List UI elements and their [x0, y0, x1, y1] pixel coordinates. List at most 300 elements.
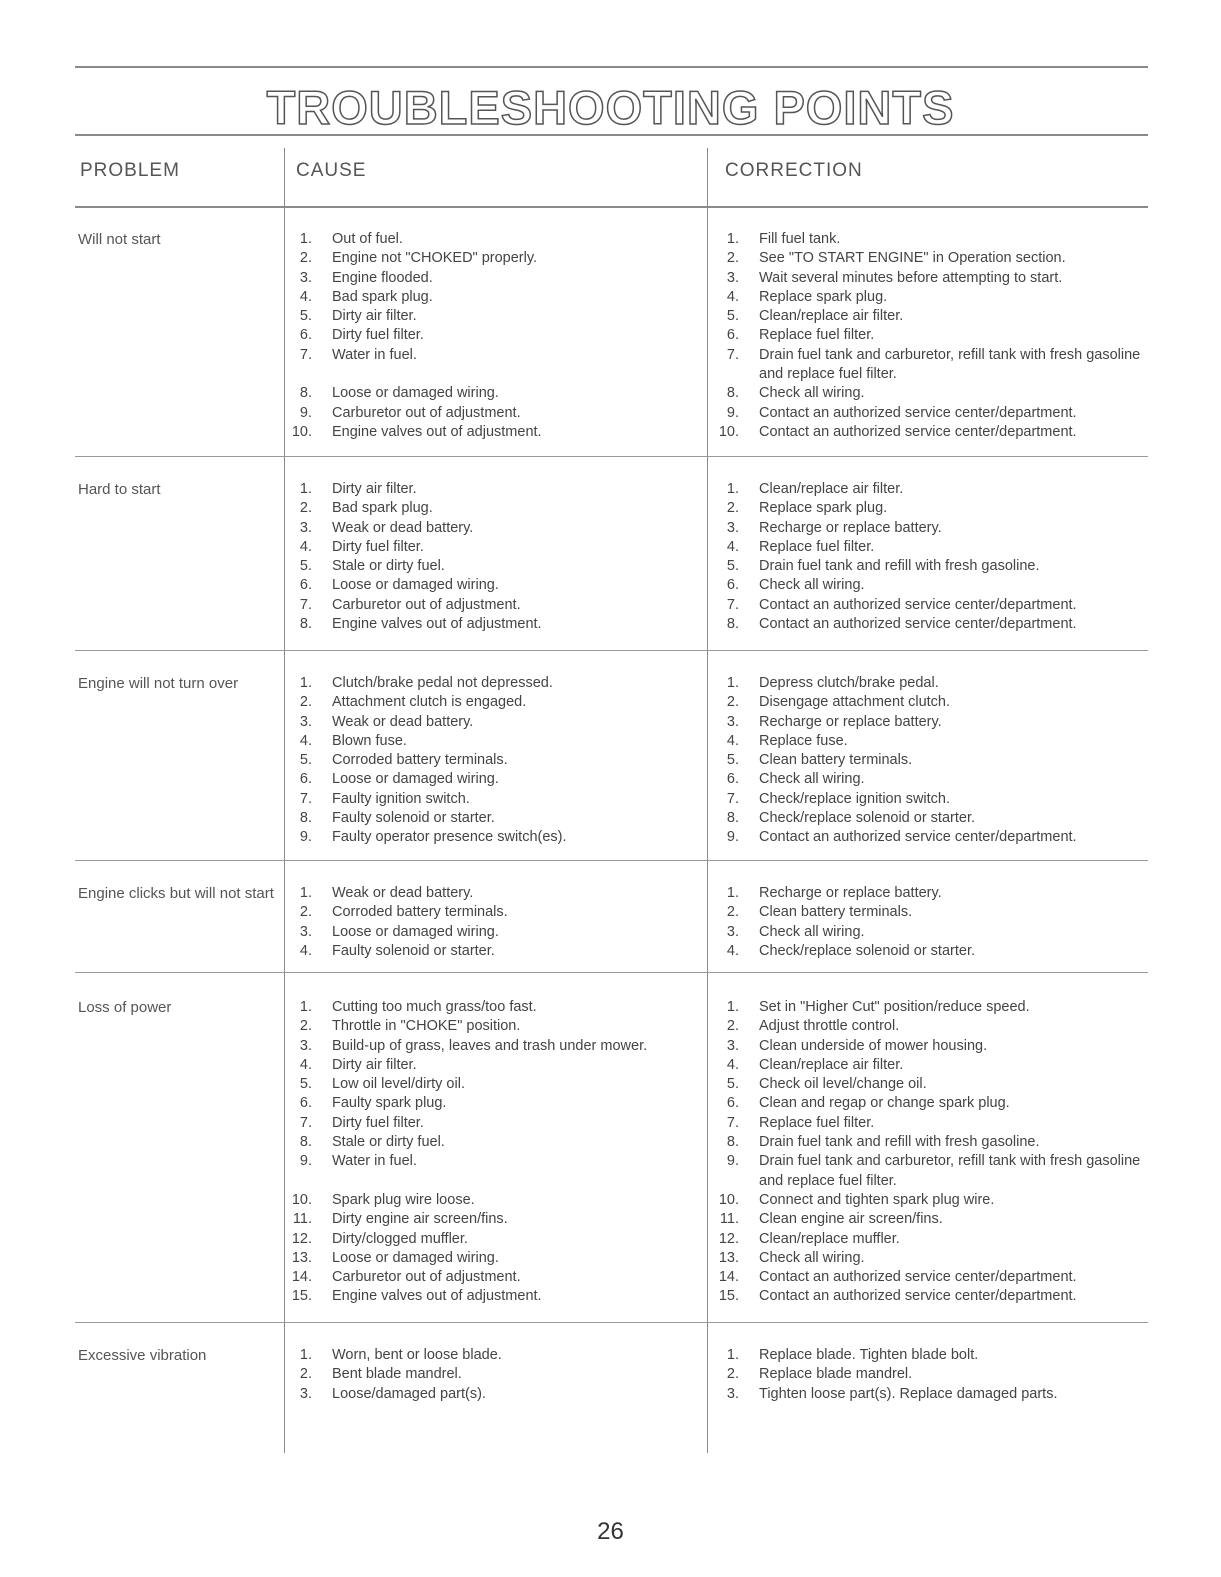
cause-item-text: Bad spark plug.: [332, 500, 433, 517]
cause-item-text: Water in fuel.: [332, 1153, 417, 1170]
item-number: 2.: [726, 904, 739, 921]
correction-list: [715, 230, 1145, 442]
correction-item-text: Tighten loose part(s). Replace damaged parts.: [759, 1385, 1058, 1402]
correction-item-text: Replace blade mandrel.: [759, 1366, 913, 1383]
problem-label: Hard to start: [78, 481, 161, 498]
cause-item-text: Dirty fuel filter.: [332, 327, 424, 344]
cause-item-text: Stale or dirty fuel.: [332, 1134, 445, 1151]
item-number: 1.: [299, 999, 312, 1015]
item-number: 1.: [726, 999, 739, 1015]
cause-column-divider: [284, 148, 285, 1453]
item-number: 9.: [726, 1153, 739, 1170]
problem-header: PROBLEM: [80, 160, 180, 181]
item-number: 13.: [718, 1249, 739, 1266]
correction-header: CORRECTION: [725, 160, 863, 181]
item-number: 7.: [299, 596, 312, 613]
cause-item-text: Attachment clutch is engaged.: [332, 694, 527, 711]
item-number: 1.: [726, 1347, 739, 1363]
item-number: 10.: [718, 1191, 739, 1208]
item-number: 14.: [291, 1269, 312, 1286]
section-divider: [75, 972, 1148, 973]
section-divider: [75, 1322, 1148, 1323]
item-number: 9.: [299, 404, 312, 421]
item-number: 4.: [726, 732, 739, 749]
correction-item-text: Adjust throttle control.: [759, 1018, 900, 1035]
item-number: 2.: [726, 500, 739, 517]
correction-item: [715, 770, 1145, 789]
correction-item-text: Clean engine air screen/fins.: [759, 1211, 943, 1228]
correction-item: [715, 751, 1145, 770]
correction-item: [715, 1249, 1145, 1268]
cause-item-text: Dirty fuel filter.: [332, 538, 424, 555]
item-number: 5.: [299, 308, 312, 325]
cause-item-text: Loose or damaged wiring.: [332, 771, 499, 788]
correction-item-text: Connect and tighten spark plug wire.: [759, 1191, 995, 1208]
correction-item-text: Clean/replace air filter.: [759, 481, 904, 497]
cause-item-text: Bent blade mandrel.: [332, 1366, 462, 1383]
header-rule: [75, 206, 1148, 208]
cause-item: [288, 1075, 708, 1094]
item-number: 9.: [299, 829, 312, 846]
correction-item-text: Set in "Higher Cut" position/reduce speed.: [759, 999, 1030, 1015]
section-divider: [75, 456, 1148, 457]
correction-item-text: Fill fuel tank.: [759, 231, 841, 247]
item-number: 7.: [726, 1114, 739, 1131]
correction-item: [715, 713, 1145, 732]
cause-item-text: Water in fuel.: [332, 346, 417, 363]
cause-item-text: Dirty air filter.: [332, 481, 417, 497]
correction-item: [715, 288, 1145, 307]
cause-item: [288, 538, 708, 557]
cause-item-text: Clutch/brake pedal not depressed.: [332, 675, 553, 691]
cause-item: [288, 1037, 708, 1056]
cause-item-text: Blown fuse.: [332, 732, 407, 749]
item-number: 1.: [299, 231, 312, 247]
cause-item-text: Bad spark plug.: [332, 288, 433, 305]
correction-item: [715, 1230, 1145, 1249]
cause-item: [288, 557, 708, 576]
correction-item-text: Replace blade. Tighten blade bolt.: [759, 1347, 979, 1363]
cause-item-text: Corroded battery terminals.: [332, 904, 508, 921]
cause-item: [288, 1094, 708, 1113]
item-number: 4.: [299, 732, 312, 749]
correction-item-text: Contact an authorized service center/department.: [759, 596, 1077, 613]
item-number: 3.: [299, 519, 312, 536]
item-number: 1.: [299, 1347, 312, 1363]
correction-item-text: Clean underside of mower housing.: [759, 1037, 988, 1054]
cause-item-text: Faulty solenoid or starter.: [332, 942, 495, 959]
correction-item-text: Wait several minutes before attempting to start.: [759, 269, 1063, 286]
cause-item: [288, 288, 708, 307]
correction-item: [715, 884, 1145, 903]
cause-item: [288, 1365, 708, 1384]
cause-item: [288, 884, 708, 903]
item-number: 2.: [726, 1366, 739, 1383]
item-number: 9.: [299, 1153, 312, 1170]
cause-list: [288, 1346, 708, 1404]
cause-item-text: Throttle in "CHOKE" position.: [332, 1018, 521, 1035]
correction-item-text: Clean battery terminals.: [759, 752, 913, 769]
correction-item: [715, 923, 1145, 942]
cause-item: [288, 1056, 708, 1075]
cause-list: [288, 674, 708, 848]
cause-item-text: Dirty/clogged muffler.: [332, 1230, 468, 1247]
correction-item: [715, 998, 1145, 1017]
correction-item: [715, 1152, 1145, 1191]
cause-item-text: Worn, bent or loose blade.: [332, 1347, 502, 1363]
page-number: 26: [597, 1518, 624, 1545]
cause-item-text: Corroded battery terminals.: [332, 752, 508, 769]
item-number: 8.: [726, 1134, 739, 1151]
cause-item-text: Faulty ignition switch.: [332, 790, 470, 807]
correction-item-text: Check/replace solenoid or starter.: [759, 810, 975, 827]
correction-item: [715, 480, 1145, 499]
item-number: 1.: [299, 481, 312, 497]
item-number: 3.: [726, 519, 739, 536]
cause-item: [288, 1385, 708, 1404]
item-number: 7.: [299, 790, 312, 807]
cause-item-text: Dirty engine air screen/fins.: [332, 1211, 508, 1228]
item-number: 3.: [299, 1037, 312, 1054]
correction-item-text: Contact an authorized service center/department.: [759, 423, 1077, 440]
cause-item-text: Faulty operator presence switch(es).: [332, 829, 567, 846]
correction-item: [715, 596, 1145, 615]
correction-item: [715, 1037, 1145, 1056]
cause-item-text: Stale or dirty fuel.: [332, 558, 445, 575]
item-number: 8.: [299, 810, 312, 827]
cause-item: [288, 384, 708, 403]
correction-item-text: See "TO START ENGINE" in Operation section.: [759, 250, 1066, 267]
correction-item-text: Contact an authorized service center/department.: [759, 616, 1077, 633]
problem-label: Loss of power: [78, 999, 172, 1016]
correction-list: [715, 480, 1145, 634]
item-number: 15.: [718, 1288, 739, 1305]
correction-item: [715, 828, 1145, 847]
cause-item-text: Engine not "CHOKED" properly.: [332, 250, 538, 267]
cause-item-text: Weak or dead battery.: [332, 885, 474, 901]
item-number: 5.: [299, 558, 312, 575]
item-number: 8.: [726, 616, 739, 633]
cause-item-text: Loose or damaged wiring.: [332, 577, 499, 594]
cause-item-text: Engine valves out of adjustment.: [332, 1288, 542, 1305]
item-number: 2.: [726, 694, 739, 711]
correction-item: [715, 1346, 1145, 1365]
top-rule: [75, 66, 1148, 68]
section-divider: [75, 860, 1148, 861]
cause-item-text: Carburetor out of adjustment.: [332, 596, 521, 613]
cause-item: [288, 423, 708, 442]
item-number: 2.: [299, 1366, 312, 1383]
item-number: 3.: [726, 269, 739, 286]
item-number: 13.: [291, 1249, 312, 1266]
cause-item: [288, 1210, 708, 1229]
item-number: 6.: [726, 771, 739, 788]
correction-item: [715, 1056, 1145, 1075]
correction-item: [715, 1133, 1145, 1152]
item-number: 1.: [726, 885, 739, 901]
correction-item-text: Replace spark plug.: [759, 500, 888, 517]
cause-item: [288, 809, 708, 828]
cause-item: [288, 1268, 708, 1287]
item-number: 2.: [299, 500, 312, 517]
item-number: 3.: [726, 1037, 739, 1054]
cause-item: [288, 1133, 708, 1152]
cause-item: [288, 346, 708, 385]
correction-item-text: Contact an authorized service center/department.: [759, 829, 1077, 846]
cause-list: [288, 230, 708, 442]
cause-item-text: Engine valves out of adjustment.: [332, 423, 542, 440]
item-number: 4.: [726, 1056, 739, 1073]
item-number: 4.: [726, 288, 739, 305]
cause-item: [288, 770, 708, 789]
correction-item-text: Check all wiring.: [759, 1249, 865, 1266]
correction-item-text: Check/replace ignition switch.: [759, 790, 951, 807]
correction-item: [715, 1268, 1145, 1287]
cause-item: [288, 923, 708, 942]
cause-item-text: Out of fuel.: [332, 231, 403, 247]
item-number: 4.: [726, 538, 739, 555]
item-number: 5.: [726, 1076, 739, 1093]
title-rule: [75, 134, 1148, 136]
item-number: 3.: [726, 713, 739, 730]
item-number: 3.: [299, 1385, 312, 1402]
item-number: 5.: [299, 1076, 312, 1093]
correction-item: [715, 1191, 1145, 1210]
cause-header: CAUSE: [296, 160, 367, 181]
cause-item: [288, 713, 708, 732]
cause-item: [288, 404, 708, 423]
correction-item: [715, 790, 1145, 809]
item-number: 6.: [299, 1095, 312, 1112]
item-number: 2.: [726, 250, 739, 267]
correction-item-text: Recharge or replace battery.: [759, 885, 942, 901]
correction-item-text: Replace fuel filter.: [759, 538, 875, 555]
item-number: 2.: [299, 694, 312, 711]
item-number: 5.: [726, 558, 739, 575]
correction-item: [715, 326, 1145, 345]
item-number: 8.: [299, 1134, 312, 1151]
cause-item: [288, 576, 708, 595]
correction-list: [715, 998, 1145, 1307]
cause-item-text: Carburetor out of adjustment.: [332, 404, 521, 421]
correction-item: [715, 499, 1145, 518]
correction-item: [715, 519, 1145, 538]
cause-item: [288, 230, 708, 249]
correction-item-text: Check all wiring.: [759, 385, 865, 402]
item-number: 5.: [299, 752, 312, 769]
item-number: 7.: [299, 1114, 312, 1131]
cause-item: [288, 1230, 708, 1249]
cause-item-text: Loose or damaged wiring.: [332, 1249, 499, 1266]
item-number: 10.: [718, 423, 739, 440]
problem-label: Engine clicks but will not start: [78, 885, 274, 902]
correction-item-text: Drain fuel tank and carburetor, refill tank with fresh gasoline and replace fuel filter.: [759, 346, 1141, 383]
item-number: 6.: [299, 327, 312, 344]
correction-item: [715, 269, 1145, 288]
cause-item: [288, 249, 708, 268]
correction-item-text: Recharge or replace battery.: [759, 519, 942, 536]
cause-item: [288, 615, 708, 634]
correction-item: [715, 1210, 1145, 1229]
correction-item: [715, 693, 1145, 712]
correction-item-text: Contact an authorized service center/department.: [759, 404, 1077, 421]
item-number: 7.: [726, 346, 739, 363]
cause-item: [288, 269, 708, 288]
cause-item: [288, 1346, 708, 1365]
item-number: 9.: [726, 829, 739, 846]
correction-item: [715, 1075, 1145, 1094]
cause-item: [288, 674, 708, 693]
item-number: 4.: [299, 288, 312, 305]
item-number: 3.: [299, 713, 312, 730]
correction-item-text: Check all wiring.: [759, 771, 865, 788]
correction-item-text: Check oil level/change oil.: [759, 1076, 927, 1093]
item-number: 2.: [299, 1018, 312, 1035]
item-number: 12.: [718, 1230, 739, 1247]
item-number: 3.: [726, 1385, 739, 1402]
item-number: 4.: [726, 942, 739, 959]
correction-item-text: Contact an authorized service center/department.: [759, 1269, 1077, 1286]
item-number: 8.: [299, 616, 312, 633]
item-number: 12.: [291, 1230, 312, 1247]
item-number: 3.: [726, 923, 739, 940]
correction-item: [715, 674, 1145, 693]
cause-item: [288, 326, 708, 345]
cause-list: [288, 998, 708, 1307]
correction-item: [715, 903, 1145, 922]
item-number: 4.: [299, 942, 312, 959]
cause-item: [288, 596, 708, 615]
cause-item: [288, 828, 708, 847]
correction-item-text: Drain fuel tank and refill with fresh gasoline.: [759, 1134, 1040, 1151]
correction-item-text: Depress clutch/brake pedal.: [759, 675, 939, 691]
correction-item: [715, 346, 1145, 385]
correction-item-text: Recharge or replace battery.: [759, 713, 942, 730]
item-number: 10.: [291, 423, 312, 440]
cause-item: [288, 1017, 708, 1036]
problem-label: Will not start: [78, 231, 161, 248]
cause-item: [288, 903, 708, 922]
cause-item-text: Cutting too much grass/too fast.: [332, 999, 537, 1015]
item-number: 10.: [291, 1191, 312, 1208]
correction-item-text: Drain fuel tank and carburetor, refill tank with fresh gasoline and replace fuel filter.: [759, 1153, 1141, 1189]
cause-item: [288, 751, 708, 770]
item-number: 6.: [299, 577, 312, 594]
problem-label: Excessive vibration: [78, 1347, 207, 1364]
item-number: 4.: [299, 1056, 312, 1073]
cause-item: [288, 480, 708, 499]
item-number: 11.: [292, 1211, 312, 1228]
item-number: 1.: [726, 675, 739, 691]
cause-item-text: Faulty spark plug.: [332, 1095, 447, 1112]
cause-item-text: Loose/damaged part(s).: [332, 1385, 486, 1402]
correction-item: [715, 557, 1145, 576]
cause-item: [288, 1249, 708, 1268]
cause-item-text: Low oil level/dirty oil.: [332, 1076, 465, 1093]
correction-item: [715, 1114, 1145, 1133]
correction-item: [715, 1385, 1145, 1404]
item-number: 7.: [726, 596, 739, 613]
cause-item-text: Build-up of grass, leaves and trash under mower.: [332, 1037, 648, 1054]
correction-item-text: Replace fuse.: [759, 732, 848, 749]
item-number: 3.: [299, 269, 312, 286]
correction-item: [715, 942, 1145, 961]
item-number: 6.: [726, 577, 739, 594]
item-number: 2.: [299, 250, 312, 267]
correction-item: [715, 230, 1145, 249]
cause-item: [288, 790, 708, 809]
correction-item: [715, 576, 1145, 595]
correction-item-text: Check all wiring.: [759, 577, 865, 594]
correction-list: [715, 1346, 1145, 1404]
correction-item: [715, 423, 1145, 442]
cause-item-text: Loose or damaged wiring.: [332, 923, 499, 940]
correction-item: [715, 404, 1145, 423]
cause-item: [288, 1287, 708, 1306]
cause-item: [288, 307, 708, 326]
cause-item-text: Dirty air filter.: [332, 308, 417, 325]
item-number: 7.: [299, 346, 312, 363]
item-number: 6.: [299, 771, 312, 788]
cause-list: [288, 480, 708, 634]
correction-item-text: Clean/replace air filter.: [759, 1056, 904, 1073]
item-number: 1.: [299, 675, 312, 691]
cause-item: [288, 1191, 708, 1210]
item-number: 1.: [726, 231, 739, 247]
correction-item: [715, 1365, 1145, 1384]
correction-list: [715, 884, 1145, 961]
item-number: 11.: [719, 1211, 739, 1228]
item-number: 14.: [718, 1269, 739, 1286]
correction-item-text: Disengage attachment clutch.: [759, 694, 951, 711]
item-number: 8.: [726, 385, 739, 402]
cause-item-text: Spark plug wire loose.: [332, 1191, 475, 1208]
item-number: 6.: [726, 327, 739, 344]
item-number: 9.: [726, 404, 739, 421]
correction-item-text: Contact an authorized service center/department.: [759, 1288, 1077, 1305]
correction-item-text: Replace fuel filter.: [759, 327, 875, 344]
correction-item: [715, 1287, 1145, 1306]
cause-item-text: Weak or dead battery.: [332, 713, 474, 730]
item-number: 6.: [726, 1095, 739, 1112]
item-number: 2.: [299, 904, 312, 921]
correction-list: [715, 674, 1145, 848]
correction-item: [715, 307, 1145, 326]
item-number: 8.: [726, 810, 739, 827]
cause-item-text: Weak or dead battery.: [332, 519, 474, 536]
correction-item: [715, 384, 1145, 403]
correction-item: [715, 732, 1145, 751]
item-number: 3.: [299, 923, 312, 940]
correction-item-text: Clean/replace air filter.: [759, 308, 904, 325]
cause-item-text: Loose or damaged wiring.: [332, 385, 499, 402]
correction-item: [715, 538, 1145, 557]
correction-item-text: Replace spark plug.: [759, 288, 888, 305]
correction-item: [715, 809, 1145, 828]
cause-item-text: Carburetor out of adjustment.: [332, 1269, 521, 1286]
correction-item: [715, 1094, 1145, 1113]
cause-item-text: Faulty solenoid or starter.: [332, 810, 495, 827]
item-number: 4.: [299, 538, 312, 555]
correction-item: [715, 615, 1145, 634]
correction-item-text: Drain fuel tank and refill with fresh gasoline.: [759, 558, 1040, 575]
cause-item-text: Engine valves out of adjustment.: [332, 616, 542, 633]
correction-item-text: Replace fuel filter.: [759, 1114, 875, 1131]
item-number: 8.: [299, 385, 312, 402]
item-number: 1.: [299, 885, 312, 901]
correction-item-text: Check all wiring.: [759, 923, 865, 940]
cause-item: [288, 998, 708, 1017]
